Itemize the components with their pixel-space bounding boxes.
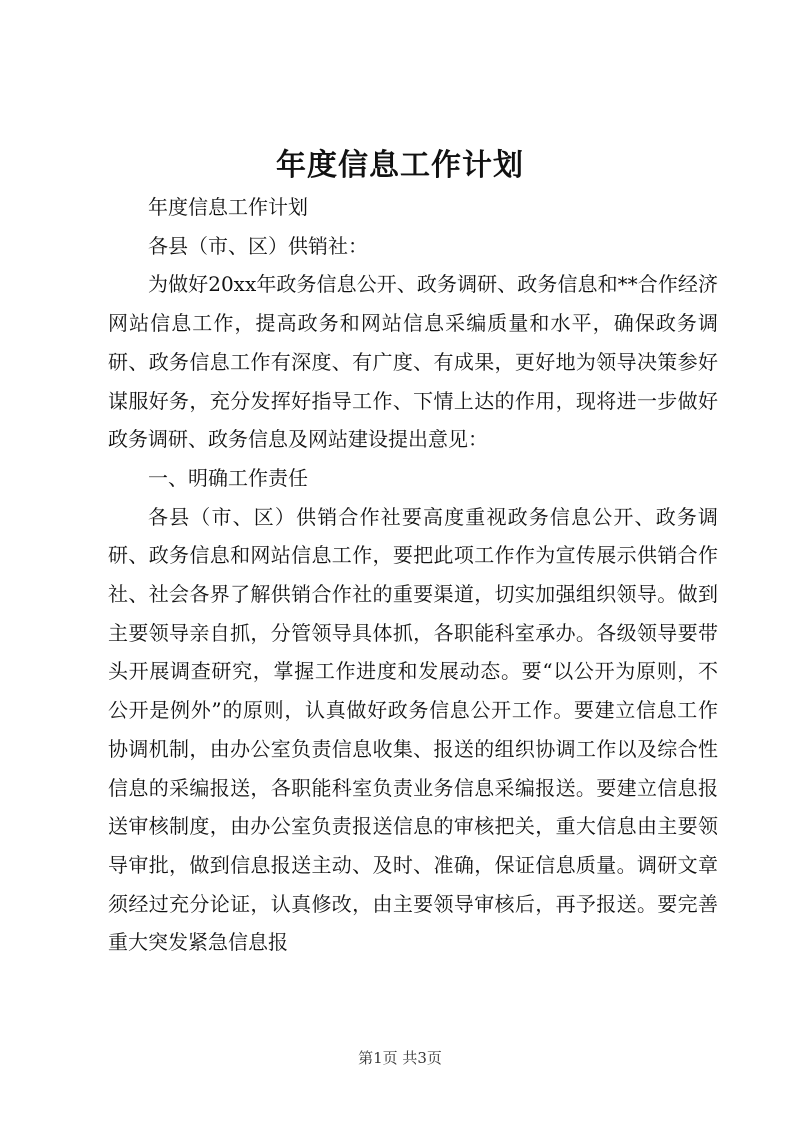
paragraph-heading: 年度信息工作计划 [148, 195, 308, 219]
paragraph-intro: 为做好20xx年政务信息公开、政务调研、政务信息和**合作经济网站信息工作，提高政务和网站信息采编质量和水平，确保政务调研、政务信息工作有深度、有广度、有成果，更好地为领导决策参好谋服好务，充分发挥好指导工作、下情上达的作用，现将进一步做好政务调研、政务信息及网站建设提出意见： [108, 272, 718, 452]
paragraph-section-1: 各县（市、区）供销合作社要高度重视政务信息公开、政务调研、政务信息和网站信息工作，要把此项工作作为宣传展示供销合作社、社会各界了解供销合作社的重要渠道，切实加强组织领导。做到主要领导亲自抓，分管领导具体抓，各职能科室承办。各级领导要带头开展调查研究，掌握工作进度和发展动态。要“以公开为原则，不公开是例外”的原则，认真做好政务信息公开工作。要建立信息工作协调机制，由办公室负责信息收集、报送的组织协调工作以及综合性信息的采编报送，各职能科室负责业务信息采编报送。要建立信息报送审核制度，由办公室负责报送信息的审核把关，重大信息由主要领导审批，做到信息报送主动、及时、准确，保证信息质量。调研文章须经过充分论证，认真修改，由主要领导审核后，再予报送。要完善重大突发紧急信息报 [108, 504, 718, 955]
section-heading-1: 一、明确工作责任 [148, 465, 308, 490]
document-title: 年度信息工作计划 [276, 148, 524, 183]
page-footer: 第1页 共3页 [358, 1049, 442, 1067]
document-body [108, 188, 718, 962]
paragraph-salutation: 各县（市、区）供销社： [148, 233, 368, 258]
